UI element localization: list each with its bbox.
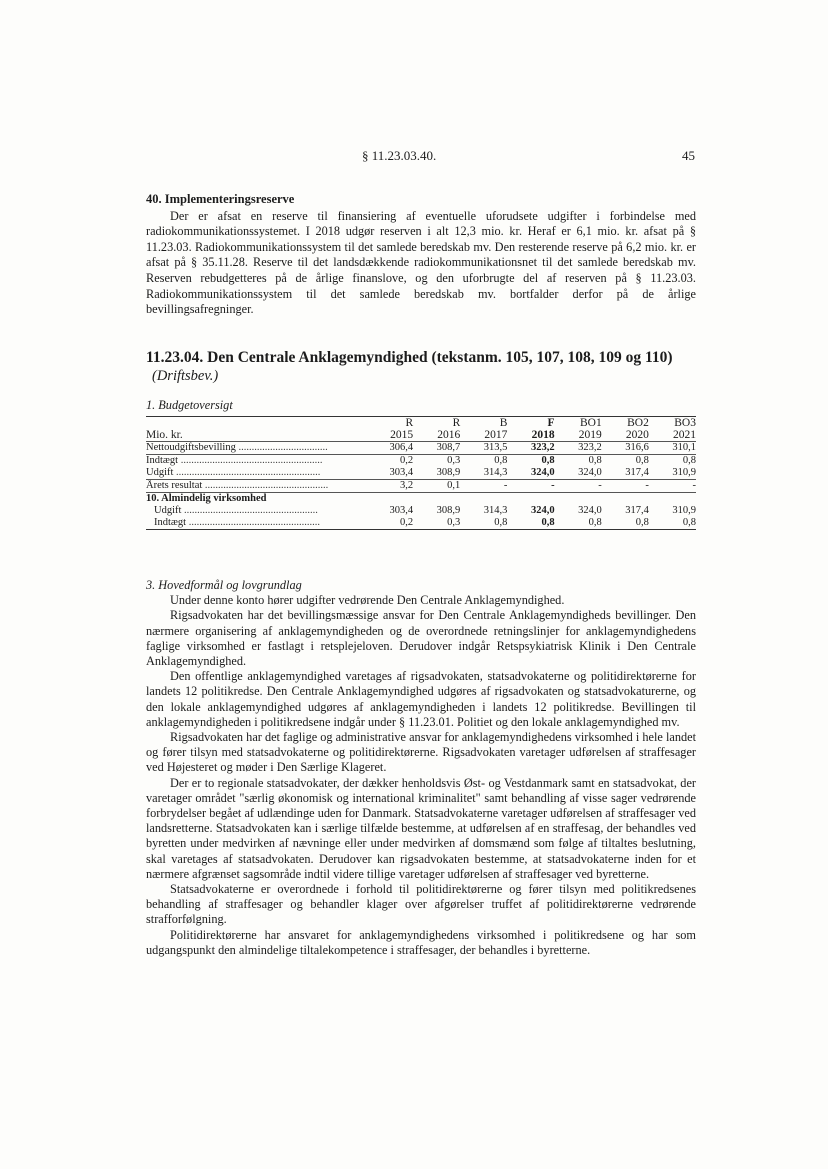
table-cell: 310,9 xyxy=(672,467,696,478)
table-row: Årets resultat ............................................... 3,2 0,1 - - - - - xyxy=(146,480,696,491)
table-cell: 0,8 xyxy=(555,517,602,530)
column-code: F xyxy=(507,417,554,430)
account-subtitle: (Driftsbev.) xyxy=(152,368,219,384)
paragraph: Politidirektørerne har ansvaret for anklagemyndighedens virksomhed i politikredsene og har som udgangspunkt den almindelige tiltalekompetence i straffesager, der behandles i byretterne. xyxy=(146,927,696,957)
table-row: Indtægt ...................................................... 0,2 0,3 0,8 0,8 0,8 0,8 0,8 xyxy=(146,455,696,466)
table-cell: 316,6 xyxy=(602,442,649,455)
table-cell: 310,9 xyxy=(672,505,696,516)
table-cell: 0,3 xyxy=(413,455,460,468)
table-cell: 0,8 xyxy=(460,455,507,468)
table-cell: - xyxy=(460,480,507,493)
table-cell: 317,4 xyxy=(625,467,649,478)
table-cell: - xyxy=(507,480,554,493)
table-cell: 0,8 xyxy=(507,455,554,468)
table-cell: 0,3 xyxy=(413,517,460,530)
column-code: B xyxy=(460,417,507,430)
table-row: Udgift ................................................... 303,4 308,9 314,3 324,0 324,0 317,4 310,9 xyxy=(154,505,696,516)
row-label: Indtægt xyxy=(154,517,187,528)
table-cell: 0,8 xyxy=(649,455,696,468)
table-header-codes xyxy=(146,417,696,430)
table-row: Udgift ....................................................... 303,4 308,9 314,3 324,0 324,0 317,4 310,9 xyxy=(146,467,696,478)
section-40-heading: 40. Implementeringsreserve xyxy=(146,192,295,206)
table-header-years xyxy=(146,429,696,442)
column-year: 2021 xyxy=(673,429,696,441)
column-code: BO3 xyxy=(649,417,696,430)
account-heading xyxy=(146,348,706,385)
table-cell: 324,0 xyxy=(530,467,555,478)
table-cell: 308,9 xyxy=(436,467,461,478)
unit-label: Mio. kr. xyxy=(146,429,183,441)
paragraph: Under denne konto hører udgifter vedrørende Den Centrale Anklagemyndighed. xyxy=(170,593,565,608)
table-cell: 303,4 xyxy=(389,505,414,516)
table-cell: 324,0 xyxy=(578,505,602,516)
table-cell: 0,8 xyxy=(602,455,649,468)
paragraph: Rigsadvokaten har det faglige og administrative ansvar for anklagemyndighedens virksomhed i hele landet og fører tilsyn med statsadvokaterne og politidirektørerne. Rigsadvokaten varetager udførelsen af straffesager ved Højesteret og møder i Den Særlige Klageret. xyxy=(146,730,696,775)
row-label: Årets resultat xyxy=(146,480,203,491)
budget-table xyxy=(146,416,696,530)
table-cell: 323,2 xyxy=(555,442,602,455)
row-label: Indtægt xyxy=(146,455,179,466)
table-cell: 0,2 xyxy=(366,517,413,530)
column-year: 2016 xyxy=(437,429,461,441)
table-cell: - xyxy=(649,480,696,493)
table-cell: 306,4 xyxy=(366,442,413,455)
table-cell: 3,2 xyxy=(366,480,413,493)
table-cell: 0,8 xyxy=(649,517,696,530)
row-label: Udgift xyxy=(154,505,182,516)
column-year: 2019 xyxy=(578,429,602,441)
table-cell: 0,8 xyxy=(555,455,602,468)
section-3-title: 3. Hovedformål og lovgrundlag xyxy=(146,578,302,592)
table-cell: 0,1 xyxy=(413,480,460,493)
budget-title: 1. Budgetoversigt xyxy=(146,398,233,412)
group-label: 10. Almindelig virksomhed xyxy=(146,493,696,506)
table-row: Indtægt .................................................. 0,2 0,3 0,8 0,8 0,8 0,8 0,8 xyxy=(146,517,696,530)
row-label: Udgift xyxy=(146,467,174,478)
table-cell: - xyxy=(555,480,602,493)
paragraph: Rigsadvokaten har det bevillingsmæssige ansvar for Den Centrale Anklagemyndigheds bevillinger. Den nærmere organisering af anklagemyndigheden og de overordnede retningslinjer for anklagemyndighedens faglige virksomhed er fastlagt i retsplejeloven. Derudover indgår Retspsykiatrisk Klinik i Den Centrale Anklagemyndighed. xyxy=(146,608,696,669)
page-number: 45 xyxy=(682,148,695,163)
table-cell: 308,9 xyxy=(436,505,461,516)
row-label: Nettoudgiftsbevilling xyxy=(146,442,236,453)
table-cell: 324,0 xyxy=(578,467,602,478)
table-row-group xyxy=(146,493,696,506)
table-cell: 310,1 xyxy=(649,442,696,455)
account-title: 11.23.04. Den Centrale Anklagemyndighed (tekstanm. 105, 107, 108, 109 og 110) xyxy=(146,349,673,366)
column-code: R xyxy=(366,417,413,430)
table-cell: 308,7 xyxy=(413,442,460,455)
table-cell: 0,8 xyxy=(602,517,649,530)
column-year: 2017 xyxy=(484,429,508,441)
table-cell: 0,2 xyxy=(366,455,413,468)
section-reference: § 11.23.03.40. xyxy=(362,148,437,163)
table-cell: 313,5 xyxy=(460,442,507,455)
section-40 xyxy=(146,192,696,318)
paragraph: Statsadvokaterne er overordnede i forhold til politidirektørerne og fører tilsyn med politikredsenes behandling af straffesager og behandler klager over afgørelser truffet af politidirektørerne vedrørende strafforfølgning. xyxy=(146,882,696,927)
column-code: BO2 xyxy=(602,417,649,430)
section-3 xyxy=(146,578,696,958)
table-cell: 317,4 xyxy=(625,505,649,516)
table-cell: 0,8 xyxy=(507,517,554,530)
table-cell: 303,4 xyxy=(389,467,414,478)
table-cell: 314,3 xyxy=(483,467,508,478)
column-year: 2015 xyxy=(390,429,414,441)
section-40-paragraph: Der er afsat en reserve til finansiering af eventuelle uforudsete udgifter i forbindelse med radiokommunikationssystemet. I 2018 udgør reserven i alt 12,3 mio. kr. Heraf er 6,1 mio. kr. afsat på § 11.23.03. Radiokommunikationssystem til det samlede beredskab mv. Den resterende reserve på 6,2 mio. kr. er afsat på § 35.11.28. Reserve til det landsdækkende radiokommunikationsnet til det samlede beredskab mv. Reserven rebudgetteres på de årlige finanslove, og den uforbrugte del af reserven på § 11.23.03. Radiokommunikationssystem til det samlede beredskab mv. bortfalder derfor på de årlige bevillingsafregninger. xyxy=(146,208,696,317)
table-cell: 323,2 xyxy=(507,442,554,455)
running-head xyxy=(0,148,828,166)
column-year: 2018 xyxy=(531,429,555,441)
column-code: BO1 xyxy=(555,417,602,430)
column-year: 2020 xyxy=(625,429,649,441)
table-cell: - xyxy=(602,480,649,493)
table-cell: 0,8 xyxy=(460,517,507,530)
paragraph: Der er to regionale statsadvokater, der dækker henholdsvis Øst- og Vestdanmark samt en statsadvokat, der varetager området "særlig økonomisk og international kriminalitet" samt behandling af visse sager vedrørende forbrydelser begået af udlændinge uden for Danmark. Statsadvokaterne varetager udførelsen af straffesager ved landsretterne. Statsadvokaten kan i særlige tilfælde bestemme, at udførelsen af en straffesag, der behandles ved byretten under medvirken af nævninge eller under medvirken af domsmænd som følge af tiltaltes beslutning, skal varetages af statsadvokaten. Derudover kan rigsadvokaten bestemme, at statsadvokaterne inden for et nærmere afgrænset sagsområde indtil videre tillige varetager udførelsen af straffesager ved byretterne. xyxy=(146,775,696,881)
paragraph: Den offentlige anklagemyndighed varetages af rigsadvokaten, statsadvokaterne og politidirektørerne for landets 12 politikredse. Den Centrale Anklagemyndighed udgøres af rigsadvokaten og statsadvokaturerne, og den lokale anklagemyndighed udgøres af anklagemyndigheden i landets 12 politikredse. Bevillingen til anklagemyndigheden i politikredsene indgår under § 11.23.01. Politiet og den lokale anklagemyndighed mv. xyxy=(146,669,696,729)
table-row: Nettoudgiftsbevilling .................................. 306,4 308,7 313,5 323,2 323,2 316,6 310,1 xyxy=(146,442,696,453)
table-cell: 324,0 xyxy=(530,505,555,516)
column-code: R xyxy=(413,417,460,430)
table-cell: 314,3 xyxy=(483,505,508,516)
